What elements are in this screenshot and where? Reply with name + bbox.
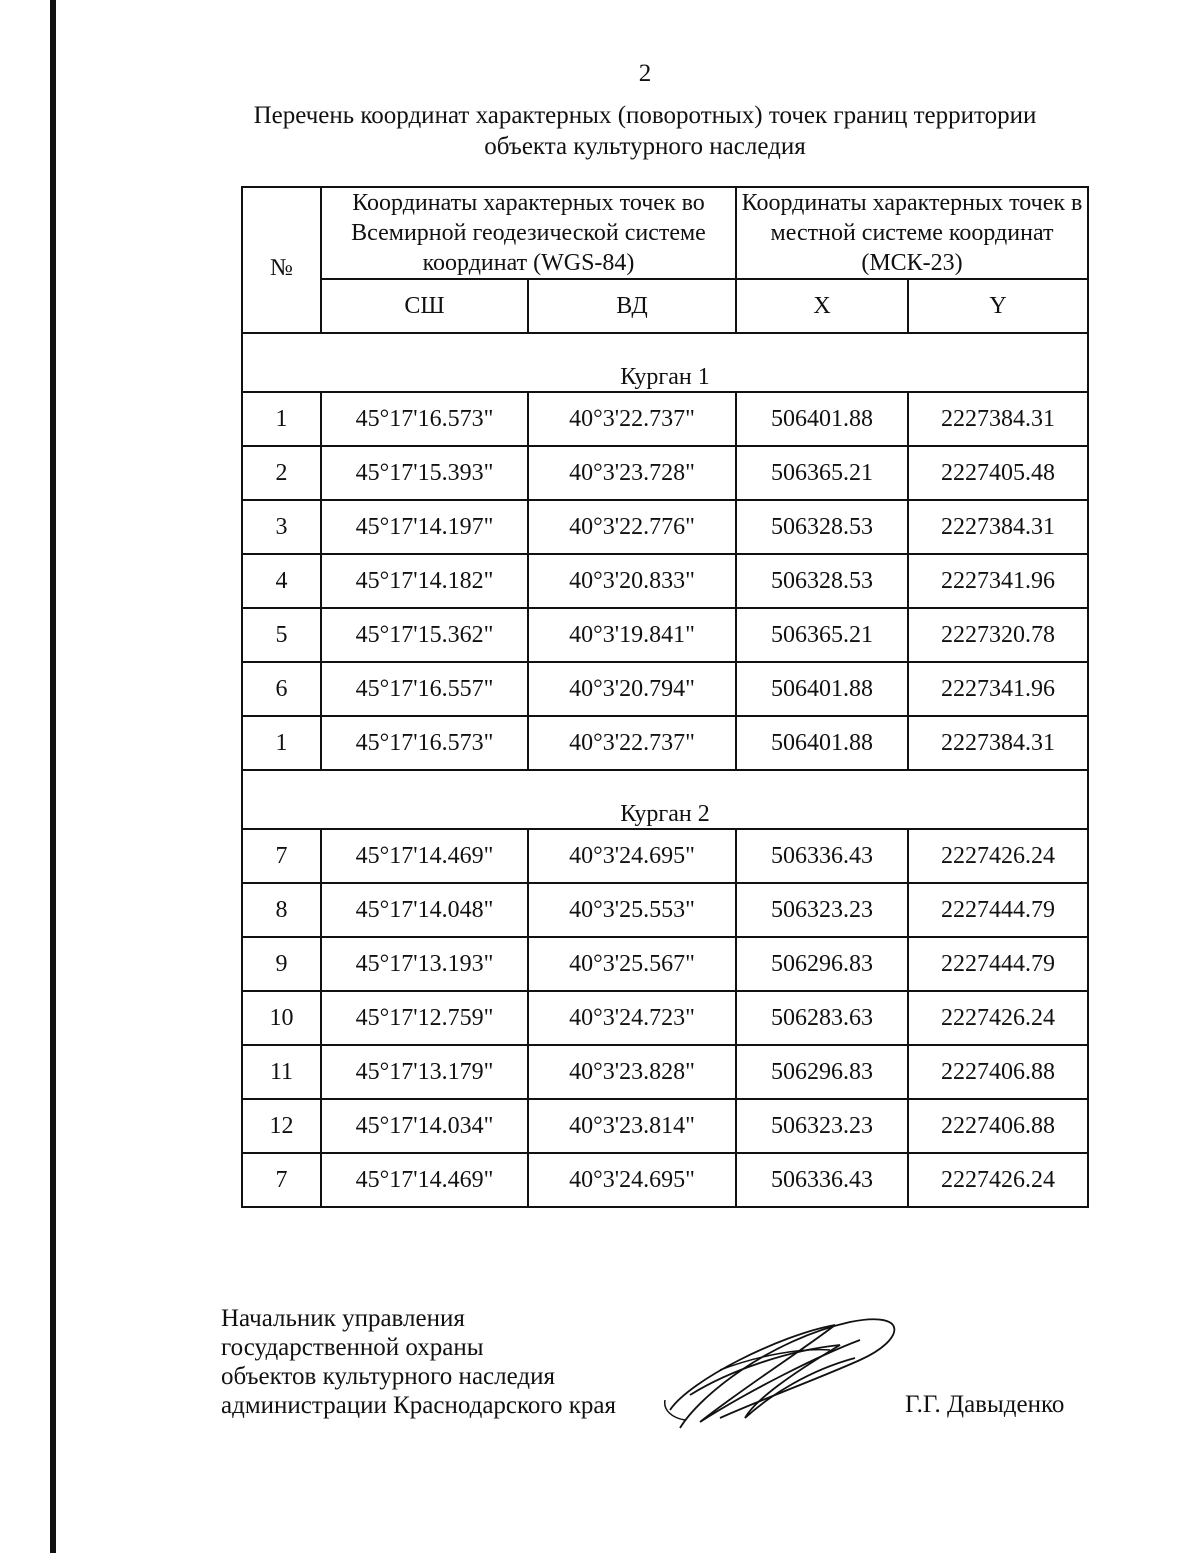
cell-x: 506328.53 bbox=[736, 554, 908, 608]
cell-n: 4 bbox=[242, 554, 321, 608]
table-row bbox=[242, 829, 1088, 883]
cell-y: 2227406.88 bbox=[908, 1099, 1088, 1153]
table-row bbox=[242, 883, 1088, 937]
cell-x: 506323.23 bbox=[736, 1099, 908, 1153]
signer-line: государственной охраны bbox=[221, 1334, 484, 1361]
cell-y: 2227405.48 bbox=[908, 446, 1088, 500]
cell-lon: 40°3'20.794" bbox=[528, 662, 736, 716]
cell-n: 7 bbox=[242, 829, 321, 883]
cell-lon: 40°3'24.695" bbox=[528, 1153, 736, 1207]
cell-lat: 45°17'15.362" bbox=[321, 608, 528, 662]
table-body bbox=[242, 333, 1088, 1207]
cell-lat: 45°17'16.573" bbox=[321, 716, 528, 770]
cell-lat: 45°17'13.179" bbox=[321, 1045, 528, 1099]
left-margin-rule bbox=[50, 0, 56, 1553]
cell-lon: 40°3'23.728" bbox=[528, 446, 736, 500]
table-row bbox=[242, 1045, 1088, 1099]
cell-n: 10 bbox=[242, 991, 321, 1045]
cell-x: 506323.23 bbox=[736, 883, 908, 937]
table-row bbox=[242, 392, 1088, 446]
group-row bbox=[242, 770, 1088, 829]
cell-x: 506365.21 bbox=[736, 446, 908, 500]
header-lat: СШ bbox=[321, 279, 528, 333]
cell-y: 2227384.31 bbox=[908, 392, 1088, 446]
cell-y: 2227384.31 bbox=[908, 500, 1088, 554]
cell-lon: 40°3'22.737" bbox=[528, 392, 736, 446]
cell-lon: 40°3'23.828" bbox=[528, 1045, 736, 1099]
table-row bbox=[242, 937, 1088, 991]
document-title bbox=[200, 100, 1090, 162]
cell-x: 506296.83 bbox=[736, 937, 908, 991]
signer-title bbox=[221, 1304, 616, 1420]
cell-x: 506336.43 bbox=[736, 829, 908, 883]
header-msk23: Координаты характерных точек в местной системе координат (МСК-23) bbox=[736, 187, 1088, 279]
cell-lat: 45°17'12.759" bbox=[321, 991, 528, 1045]
cell-lat: 45°17'16.557" bbox=[321, 662, 528, 716]
cell-y: 2227384.31 bbox=[908, 716, 1088, 770]
cell-lon: 40°3'20.833" bbox=[528, 554, 736, 608]
cell-x: 506336.43 bbox=[736, 1153, 908, 1207]
signer-line: администрации Краснодарского края bbox=[221, 1392, 617, 1419]
title-line: объекта культурного наследия bbox=[484, 133, 806, 160]
cell-x: 506401.88 bbox=[736, 392, 908, 446]
cell-lat: 45°17'16.573" bbox=[321, 392, 528, 446]
table-row bbox=[242, 554, 1088, 608]
cell-lat: 45°17'13.193" bbox=[321, 937, 528, 991]
cell-n: 2 bbox=[242, 446, 321, 500]
page-number: 2 bbox=[638, 60, 652, 87]
header-x: X bbox=[736, 279, 908, 333]
header-number: № bbox=[242, 187, 321, 333]
cell-y: 2227341.96 bbox=[908, 554, 1088, 608]
signer-line: Начальник управления bbox=[221, 1305, 465, 1332]
cell-lat: 45°17'14.034" bbox=[321, 1099, 528, 1153]
group-label: Курган 2 bbox=[242, 770, 1088, 829]
table-row bbox=[242, 1099, 1088, 1153]
cell-n: 8 bbox=[242, 883, 321, 937]
cell-lat: 45°17'14.197" bbox=[321, 500, 528, 554]
signer-line: объектов культурного наследия bbox=[221, 1363, 555, 1390]
cell-y: 2227426.24 bbox=[908, 829, 1088, 883]
cell-x: 506296.83 bbox=[736, 1045, 908, 1099]
signer-name: Г.Г. Давыденко bbox=[905, 1391, 1065, 1418]
cell-n: 1 bbox=[242, 392, 321, 446]
cell-x: 506283.63 bbox=[736, 991, 908, 1045]
cell-lat: 45°17'14.469" bbox=[321, 829, 528, 883]
table-row bbox=[242, 1153, 1088, 1207]
header-lon: ВД bbox=[528, 279, 736, 333]
cell-lat: 45°17'14.048" bbox=[321, 883, 528, 937]
cell-n: 9 bbox=[242, 937, 321, 991]
table-row bbox=[242, 716, 1088, 770]
cell-lon: 40°3'22.737" bbox=[528, 716, 736, 770]
header-wgs84: Координаты характерных точек во Всемирной геодезической системе координат (WGS-84) bbox=[321, 187, 736, 279]
cell-lon: 40°3'24.723" bbox=[528, 991, 736, 1045]
table-row bbox=[242, 446, 1088, 500]
cell-y: 2227426.24 bbox=[908, 1153, 1088, 1207]
cell-x: 506365.21 bbox=[736, 608, 908, 662]
cell-lon: 40°3'24.695" bbox=[528, 829, 736, 883]
group-row bbox=[242, 333, 1088, 392]
cell-lon: 40°3'22.776" bbox=[528, 500, 736, 554]
cell-y: 2227444.79 bbox=[908, 937, 1088, 991]
cell-x: 506401.88 bbox=[736, 662, 908, 716]
cell-y: 2227320.78 bbox=[908, 608, 1088, 662]
cell-lon: 40°3'25.553" bbox=[528, 883, 736, 937]
header-y: Y bbox=[908, 279, 1088, 333]
cell-y: 2227341.96 bbox=[908, 662, 1088, 716]
cell-n: 12 bbox=[242, 1099, 321, 1153]
cell-y: 2227444.79 bbox=[908, 883, 1088, 937]
table-row bbox=[242, 500, 1088, 554]
cell-x: 506328.53 bbox=[736, 500, 908, 554]
coordinates-table bbox=[241, 186, 1089, 1208]
table-row bbox=[242, 662, 1088, 716]
cell-n: 7 bbox=[242, 1153, 321, 1207]
table-row bbox=[242, 991, 1088, 1045]
cell-n: 3 bbox=[242, 500, 321, 554]
cell-n: 6 bbox=[242, 662, 321, 716]
cell-y: 2227406.88 bbox=[908, 1045, 1088, 1099]
cell-lat: 45°17'14.469" bbox=[321, 1153, 528, 1207]
cell-lat: 45°17'15.393" bbox=[321, 446, 528, 500]
table-row bbox=[242, 608, 1088, 662]
cell-x: 506401.88 bbox=[736, 716, 908, 770]
cell-n: 1 bbox=[242, 716, 321, 770]
signature-icon bbox=[660, 1300, 910, 1440]
title-line: Перечень координат характерных (поворотных) точек границ территории bbox=[253, 102, 1037, 129]
cell-lon: 40°3'23.814" bbox=[528, 1099, 736, 1153]
cell-n: 5 bbox=[242, 608, 321, 662]
cell-n: 11 bbox=[242, 1045, 321, 1099]
cell-lon: 40°3'19.841" bbox=[528, 608, 736, 662]
group-label: Курган 1 bbox=[242, 333, 1088, 392]
cell-y: 2227426.24 bbox=[908, 991, 1088, 1045]
cell-lat: 45°17'14.182" bbox=[321, 554, 528, 608]
cell-lon: 40°3'25.567" bbox=[528, 937, 736, 991]
